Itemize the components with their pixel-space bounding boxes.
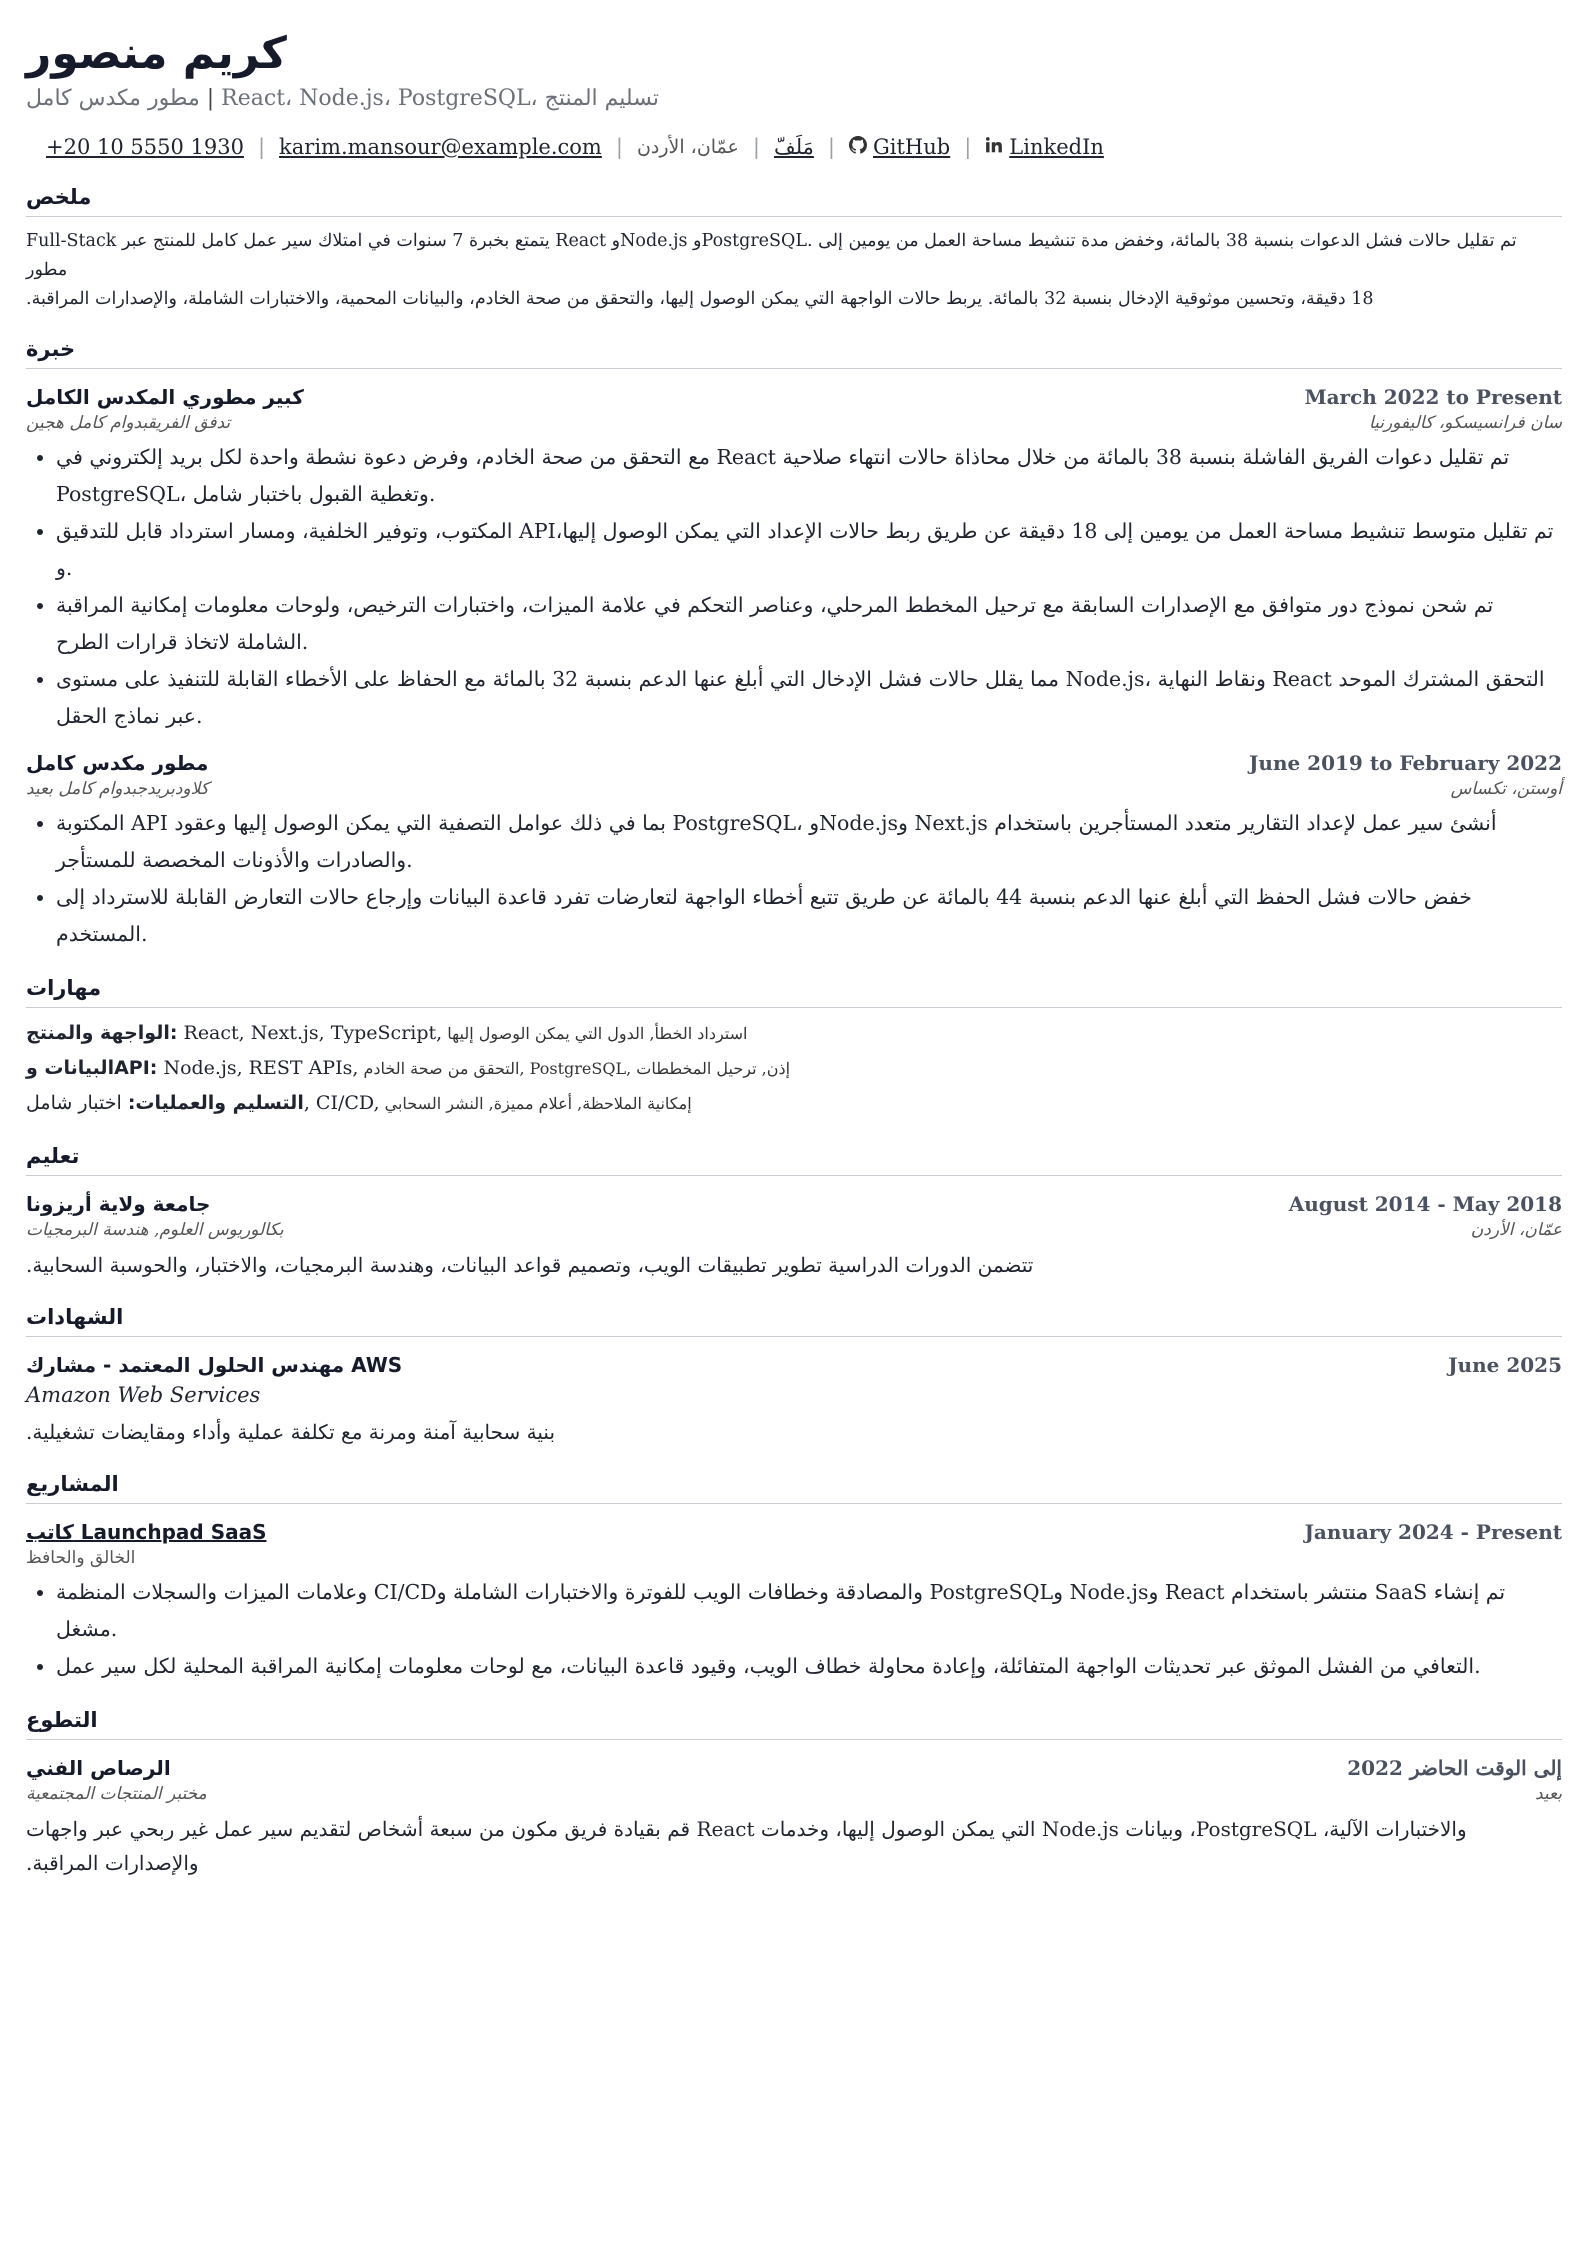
experience-entry (26, 751, 1562, 953)
job-bullets (26, 439, 1562, 735)
volunteer-date: 2022 إلى الوقت الحاضر (1347, 1756, 1562, 1780)
job-bullet: • مما يقلل حالات فشل الإدخال التي أبلغ عنها الدعم بنسبة 32 بالمائة مع الحفاظ على الأخطاء القابلة للتنفيذ على مستوى Node.js، ونقاط النهاية React التحقق المشترك الموحد عبر نماذج الحقل. (56, 661, 1562, 735)
school-name: جامعة ولاية أريزونا (26, 1192, 211, 1216)
divider: | (964, 135, 972, 159)
projects-heading: المشاريع (26, 1471, 1562, 1504)
education-date: August 2014 - May 2018 (1288, 1192, 1562, 1216)
job-bullets (26, 805, 1562, 953)
divider: | (827, 135, 835, 159)
divider: | (257, 135, 266, 159)
job-title: كبير مطوري المكدس الكامل (26, 385, 304, 409)
skill-row (26, 1016, 1562, 1051)
project-bullet: • وعلامات الميزات والسجلات المنظمة CI/CDوالمصادقة وخطافات الويب للفوترة والاختبارات الشاملة و PostgreSQLو Node.jsو React منتشر باستخدام SaaS تم إنشاء مشغل. (56, 1574, 1562, 1648)
headline-separator: | (199, 86, 222, 111)
job-bullet: • تم شحن نموذج دور متوافق مع الإصدارات السابقة مع ترحيل المخطط المرحلي، وعناصر التحكم في علامة الميزات، واختبارات الترخيص، ولوحات معلومات إمكانية المراقبة الشاملة لاتخاذ قرارات الطرح. (56, 587, 1562, 661)
volunteer-line-1: والاختبارات الآلية، PostgreSQL، وبيانات Node.js التي يمكن الوصول إليها، وخدمات React قم بقيادة فريق مكون من سبعة أشخاص لتقديم سير عمل غير ربحي عبر واجهات (26, 1817, 1467, 1841)
divider: | (615, 135, 623, 159)
job-bullet: • المكتوبة API بما في ذلك عوامل التصفية التي يمكن الوصول إليها وعقود PostgreSQL، وNode.jsو Next.js أنشئ سير عمل لإعداد التقارير متعدد المستأجرين باستخدام والصادرات والأذونات المخصصة للمستأجر. (56, 805, 1562, 879)
degree: بكالوريوس العلوم, هندسة البرمجيات (26, 1220, 284, 1240)
job-date: June 2019 to February 2022 (1248, 751, 1562, 775)
job-location: سان فرانسيسكو، كاليفورنيا (1368, 413, 1562, 433)
skill-main: Node.js, REST APIs, (157, 1057, 359, 1079)
skill-extra: استرداد الخطأ, الدول التي يمكن الوصول إليها (442, 1024, 748, 1043)
location-text: عمّان، الأردن (636, 136, 739, 158)
headline-role: مطور مكدس كامل (26, 86, 200, 111)
job-title: مطور مكدس كامل (26, 751, 209, 775)
job-bullet: • المكتوب، وتوفير الخلفية، ومسار استرداد قابل للتدقيق APIتم تقليل متوسط تنشيط مساحة العمل من يومين إلى 18 دقيقة عن طريق ربط حالات الإعداد التي يمكن الوصول إليها، و. (56, 513, 1562, 587)
certification-issuer: Amazon Web Services (26, 1383, 261, 1407)
job-company: تدفق الفريقبدوام كامل هجين (26, 413, 231, 433)
skill-row (26, 1086, 1562, 1121)
volunteer-heading: التطوع (26, 1707, 1562, 1740)
project-date: January 2024 - Present (1304, 1520, 1562, 1544)
github-link[interactable]: GitHub (873, 135, 951, 159)
linkedin-icon (985, 132, 1003, 162)
certification-name: مهندس الحلول المعتمد - مشارك AWS (26, 1353, 403, 1377)
summary-line-2: 18 دقيقة، وتحسين موثوقية الإدخال بنسبة 32 بالمائة. يربط حالات الواجهة التي يمكن الوصول إليها، والتحقق من صحة الخادم، والبيانات المحمية، والاختبارات الشاملة، والإصدارات المراقبة. (26, 289, 1374, 309)
experience-heading: خبرة (26, 336, 1562, 369)
certifications-heading: الشهادات (26, 1304, 1562, 1337)
volunteer-org: مختبر المنتجات المجتمعية (26, 1784, 207, 1804)
job-bullet: • مع التحقق من صحة الخادم، وفرض دعوة نشطة واحدة لكل بريد إلكتروني في React تم تقليل دعوات الفريق الفاشلة بنسبة 38 بالمائة من خلال محاذاة حالات انتهاء صلاحية PostgreSQL، وتغطية القبول باختبار شامل. (56, 439, 1562, 513)
profile-link[interactable]: مَلَفّ (773, 135, 814, 159)
headline-skills: React، Node.js، PostgreSQL، تسليم المنتج (221, 86, 659, 111)
summary-heading: ملخص (26, 184, 1562, 217)
experience-entry (26, 385, 1562, 735)
education-location: عمّان، الأردن (1470, 1220, 1562, 1240)
skill-label: البيانات وAPI: (26, 1057, 158, 1079)
volunteer-line-2: والإصدارات المراقبة. (26, 1851, 199, 1875)
volunteer-location: بعيد (1535, 1784, 1562, 1804)
candidate-name: كريم منصور (26, 28, 287, 79)
linkedin-link[interactable]: LinkedIn (1009, 135, 1104, 159)
certification-date: June 2025 (1448, 1353, 1562, 1377)
skill-extra: التحقق من صحة الخادم, PostgreSQL, إذن, ترحيل المخططات (358, 1059, 791, 1078)
summary-line-1: تم تقليل حالات فشل الدعوات بنسبة 38 بالمائة، وخفض مدة تنشيط مساحة العمل من يومين إلى .PostgreSQLو Node.jsو React يتمتع بخبرة 7 سنوات في امتلاك سير عمل كامل للمنتج عبر Full-Stack مطور (26, 231, 1517, 280)
skill-extra: إمكانية الملاحظة, أعلام مميزة, النشر السحابي (379, 1094, 692, 1113)
contact-bar (46, 132, 1562, 162)
job-company: كلاودبريدجبدوام كامل بعيد (26, 779, 209, 799)
job-location: أوستن، تكساس (1450, 779, 1562, 799)
email-link[interactable]: karim.mansour@example.com (279, 135, 602, 159)
project-role: الخالق والحافظ (26, 1548, 136, 1568)
github-icon (849, 132, 867, 162)
certification-description: بنية سحابية آمنة ومرنة مع تكلفة عملية وأداء ومقايضات تشغيلية. (26, 1420, 556, 1444)
summary-text (26, 227, 1562, 314)
job-date: March 2022 to Present (1304, 385, 1562, 409)
education-heading: تعليم (26, 1143, 1562, 1176)
skill-label: التسليم والعمليات: (127, 1092, 304, 1114)
project-bullets (26, 1574, 1562, 1685)
divider: | (752, 135, 760, 159)
phone-link[interactable]: +20 10 5550 1930 (46, 135, 244, 159)
headline (26, 84, 1562, 114)
volunteer-description (26, 1812, 1562, 1880)
skills-list (26, 1016, 1562, 1121)
education-description: تتضمن الدورات الدراسية تطوير تطبيقات الويب، وتصميم قواعد البيانات، وهندسة البرمجيات، والاختبار، والحوسبة السحابية. (26, 1253, 1034, 1277)
skills-heading: مهارات (26, 975, 1562, 1008)
job-bullet: • خفض حالات فشل الحفظ التي أبلغ عنها الدعم بنسبة 44 بالمائة عن طريق تتبع أخطاء الواجهة لتعارضات تفرد قاعدة البيانات وإرجاع حالات التعارض القابلة للاسترداد إلى المستخدم. (56, 879, 1562, 953)
skill-main: React, Next.js, TypeScript, (177, 1022, 443, 1044)
volunteer-role: الرصاص الفني (26, 1756, 171, 1780)
project-bullet: • التعافي من الفشل الموثق عبر تحديثات الواجهة المتفائلة، وإعادة محاولة خطاف الويب، وقيود قاعدة البيانات، مع لوحات معلومات إمكانية المراقبة المحلية لكل سير عمل. (56, 1648, 1562, 1685)
skill-row (26, 1051, 1562, 1086)
skill-main: اختبار شامل, CI/CD, (26, 1092, 380, 1114)
skill-label: الواجهة والمنتج: (26, 1022, 178, 1044)
project-link[interactable]: كاتب Launchpad SaaS (26, 1520, 267, 1544)
